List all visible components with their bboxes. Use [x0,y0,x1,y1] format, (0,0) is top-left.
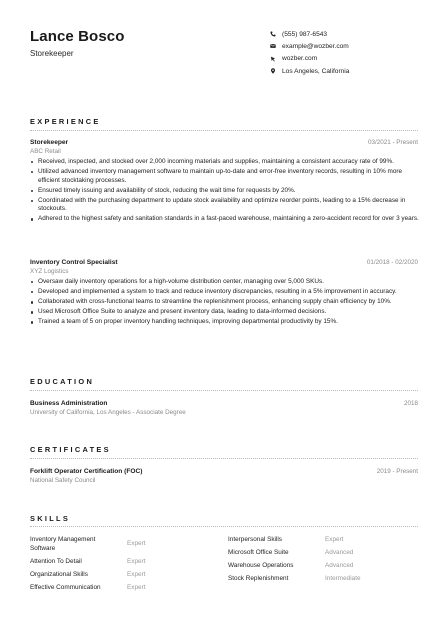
list-item: Trained a team of 5 on proper inventory handling techniques, improving departmental productivity by 15%. [30,318,420,327]
job-company: XYZ Logistics [30,268,69,275]
location-icon [270,68,282,74]
skill-level: Expert [127,540,146,547]
certificates-heading: CERTIFICATES [30,445,111,454]
list-item: Adhered to the highest safety and sanitation standards in a fast-paced warehouse, maintaining a zero-accident record for over 3 years. [30,215,420,224]
job-dates: 01/2018 - 02/2020 [366,259,418,266]
skill-name: Interpersonal Skills [228,536,282,543]
contact-email-text: example@wozber.com [282,42,349,50]
education-heading: EDUCATION [30,377,95,386]
skill-name: Effective Communication [30,584,101,591]
candidate-name: Lance Bosco [30,28,125,45]
list-item: Received, inspected, and stocked over 2,000 incoming materials and supplies, maintaining a consistent accuracy rate of 99%. [30,158,420,167]
contact-phone[interactable] [270,28,440,40]
skills-divider [30,526,418,527]
job-dates: 03/2021 - Present [367,139,418,146]
job-bullets [30,158,420,225]
list-item: Used Microsoft Office Suite to analyze and present inventory data, leading to data-informed decisions. [30,308,420,317]
mail-icon [270,43,282,49]
contact-website-text: wozber.com [282,55,318,63]
skill-level: Advanced [325,549,354,556]
skill-level: Expert [127,571,146,578]
skill-level: Advanced [325,562,354,569]
list-item: Oversaw daily inventory operations for a high-volume distribution center, managing over 5,000 SKUs. [30,278,420,287]
phone-icon [270,31,282,37]
skill-level: Expert [127,558,146,565]
education-year: 2018 [403,400,418,407]
job-title: Storekeeper [30,139,69,146]
list-item: Developed and implemented a system to track and reduce inventory discrepancies, resulting in a 5% improvement in accuracy. [30,288,420,297]
contact-list [270,28,440,77]
job-company: ABC Retail [30,148,61,155]
list-item: Ensured timely issuing and availability of stock, reducing the wait time for requests by 20%. [30,187,420,196]
contact-phone-text: (555) 987-6543 [282,30,328,38]
skill-name: Inventory Management Software [30,536,96,552]
education-school: University of California, Los Angeles - Associate Degree [30,409,186,416]
skill-name: Attention To Detail [30,558,82,565]
contact-location-text: Los Angeles, California [282,67,350,75]
certificates-divider [30,458,418,459]
education-degree: Business Administration [30,400,108,407]
skill-level: Expert [127,584,146,591]
job-bullets [30,278,420,328]
contact-email[interactable] [270,40,440,52]
certificate-issuer: National Safety Council [30,477,96,484]
skill-name: Organizational Skills [30,571,88,578]
skills-heading: SKILLS [30,514,71,523]
certificate-dates: 2019 - Present [376,468,418,475]
contact-location [270,65,440,77]
education-divider [30,390,418,391]
skill-level: Intermediate [325,575,361,582]
contact-website[interactable] [270,53,440,65]
list-item: Utilized advanced inventory management software to maintain up-to-date and error-free inventory records, resulting in 10% more efficient stocktaking processes. [30,168,420,185]
certificate-name: Forklift Operator Certification (FOC) [30,468,143,475]
skill-name: Microsoft Office Suite [228,549,289,556]
experience-divider [30,130,418,131]
resume-header [30,28,430,88]
skill-name: Stock Replenishment [228,575,289,582]
skill-name: Warehouse Operations [228,562,294,569]
list-item: Coordinated with the purchasing department to update stock availability and optimize reorder points, leading to a 15% decrease in stockouts. [30,197,420,214]
experience-heading: EXPERIENCE [30,117,101,126]
job-title: Inventory Control Specialist [30,259,118,266]
list-item: Collaborated with cross-functional teams to streamline the replenishment process, enhancing supply chain efficiency by 10%. [30,298,420,307]
link-icon [270,56,282,62]
skill-level: Expert [325,536,344,543]
candidate-title: Storekeeper [30,49,74,58]
